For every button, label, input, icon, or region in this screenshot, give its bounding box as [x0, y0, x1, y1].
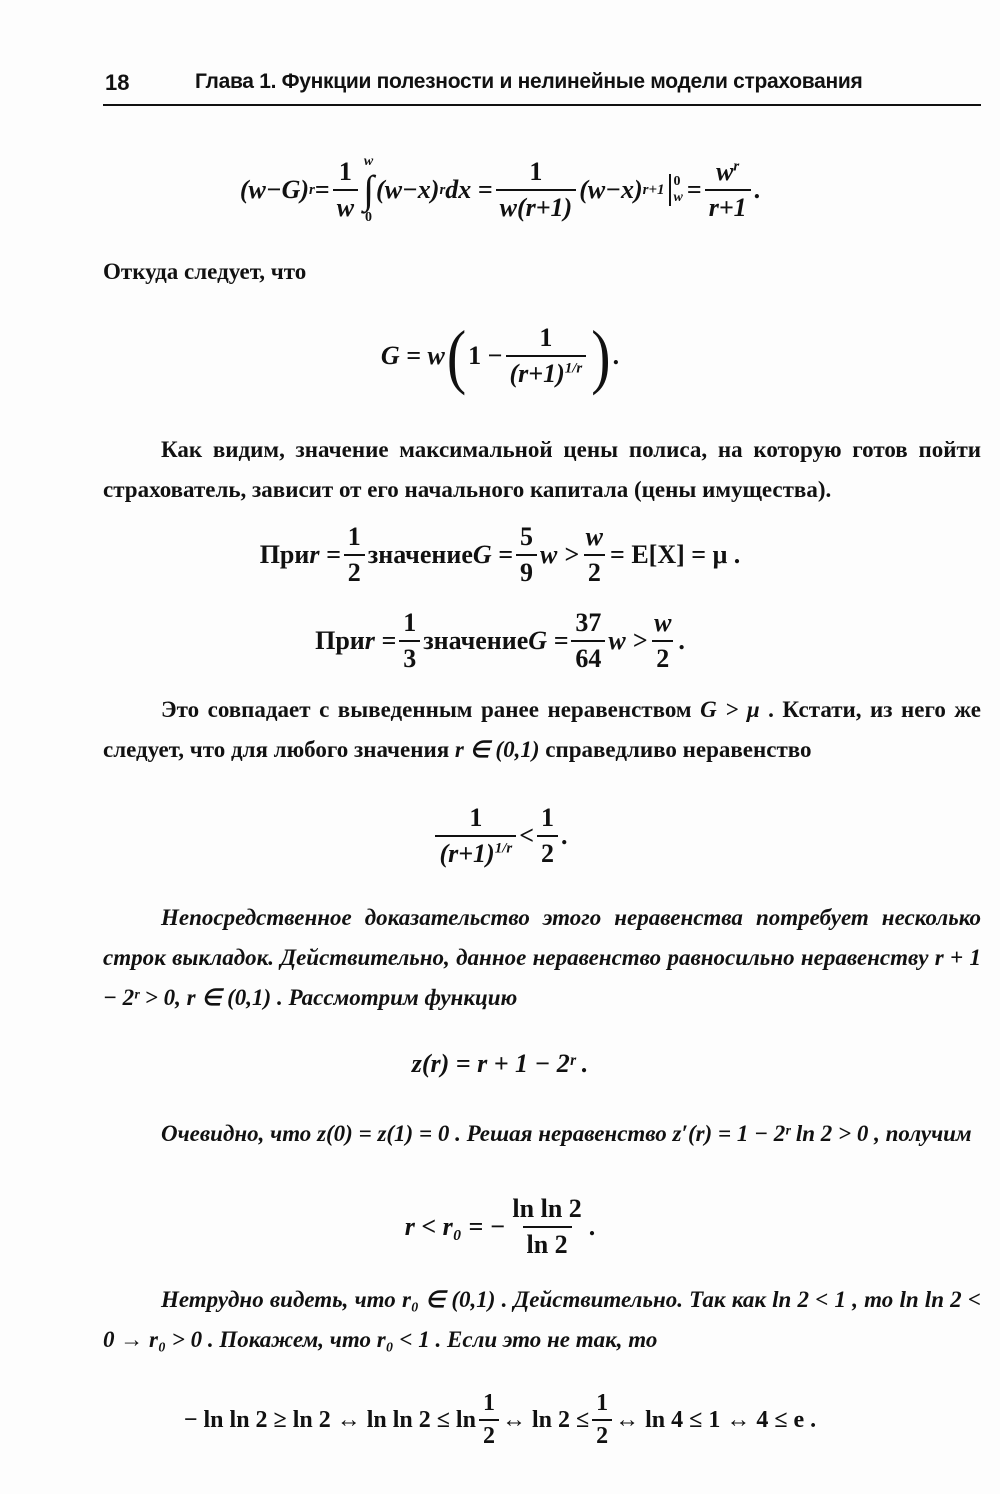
fraction: $\frac{1}{(r+1)^{1/r}}$ [435, 803, 516, 869]
equation-inequality: $\frac{1}{(r+1)^{1/r}}$ < $\frac{1}{2}$ . [0, 796, 1000, 876]
fraction: $\frac{37}{64}$ [571, 608, 605, 674]
fraction: $\frac{w^r}{r+1}$ [705, 157, 751, 223]
equation-z: z(r) = r + 1 − 2ʳ . [411, 1049, 589, 1078]
fraction: $\frac{1}{(r+1)^{1/r}}$ [506, 323, 587, 389]
fraction: $\frac{\text{ln ln 2}}{\ln 2}$ [512, 1194, 582, 1259]
fraction: $\frac{w}{2}$ [654, 608, 672, 673]
fraction: $\frac{1}{2}$ [344, 522, 365, 588]
fraction: $\frac{w}{2}$ [585, 522, 603, 587]
equation-r0: r < r₀ = − $\frac{\text{ln ln 2}}{\ln 2}$ . [404, 1194, 596, 1259]
fraction: $\frac{1}{2}$ [479, 1390, 499, 1450]
running-header [103, 66, 981, 106]
fraction: $\frac{1}{2}$ [592, 1390, 612, 1450]
equation-chain: − ln ln 2 ≥ ln 2 ↔ ln ln 2 ≤ ln $\frac{1}{2}$ ↔ ln 2 ≤ $\frac{1}{2}$ ↔ ln 4 ≤ 1 ↔ 4 ≤ e . [183, 1390, 817, 1449]
paragraph-6: Нетрудно видеть, что r₀ ∈ (0,1) . Действительно. Так как ln 2 < 1 , то ln ln 2 < 0 → r₀ > 0 . Покажем, что r₀ < 1 . Если это не так, то [103, 1287, 981, 1352]
chapter-title: Глава 1. Функции полезности и нелинейные модели страхования [195, 70, 863, 93]
equation-integral: (w−G) r = $\frac{1}{w}$ w ∫ 0 (w−x) r dx = $\frac{1}{w(r+1)}$ (w−x) r+1 0 w = $\frac{w^r}{r+1}$ . [239, 154, 761, 225]
equation-r-third: При r = $\frac{1}{3}$ значение G = $\frac{37}{64}$ w > $\frac{w}{2}$ . [315, 608, 685, 673]
integral-sign: w ∫ 0 [363, 154, 375, 225]
fraction: $\frac{1}{w(r+1)}$ [496, 157, 577, 223]
paragraph-3: Это совпадает с выведенным ранее неравенством G > μ . Кстати, из него же следует, что для любого значения r ∈ (0,1) справедливо неравенство [103, 697, 981, 762]
fraction: $\frac{1}{3}$ [399, 608, 420, 674]
evaluation-bar: 0 w [669, 174, 683, 206]
fraction: $\frac{1}{2}$ [537, 803, 558, 869]
equation-g: G = w ( 1 − $\frac{1}{(r+1)^{1/r}}$ ) . [380, 314, 620, 396]
paragraph-1: Откуда следует, что [103, 259, 307, 284]
page-number: 18 [105, 70, 130, 95]
paragraph-4: Непосредственное доказательство этого неравенства потребует несколько строк выкладок. Действительно, данное неравенство равносильно неравенству r + 1 − 2ʳ > 0, r ∈ (0,1) . Рассмотрим функцию [103, 905, 981, 1010]
paragraph-5: Очевидно, что z(0) = z(1) = 0 . Решая неравенство z′(r) = 1 − 2ʳ ln 2 > 0 , получим [161, 1121, 972, 1146]
fraction: $\frac{1}{w}$ [333, 157, 358, 223]
paragraph-2: Как видим, значение максимальной цены полиса, на которую готов пойти страхователь, зависит от его начального капитала (цены имущества). [103, 437, 981, 502]
fraction: $\frac{5}{9}$ [516, 522, 537, 588]
equation-r-half: При r = $\frac{1}{2}$ значение G = $\frac{5}{9}$ w > $\frac{w}{2}$ = E[X] = μ . [259, 522, 741, 587]
